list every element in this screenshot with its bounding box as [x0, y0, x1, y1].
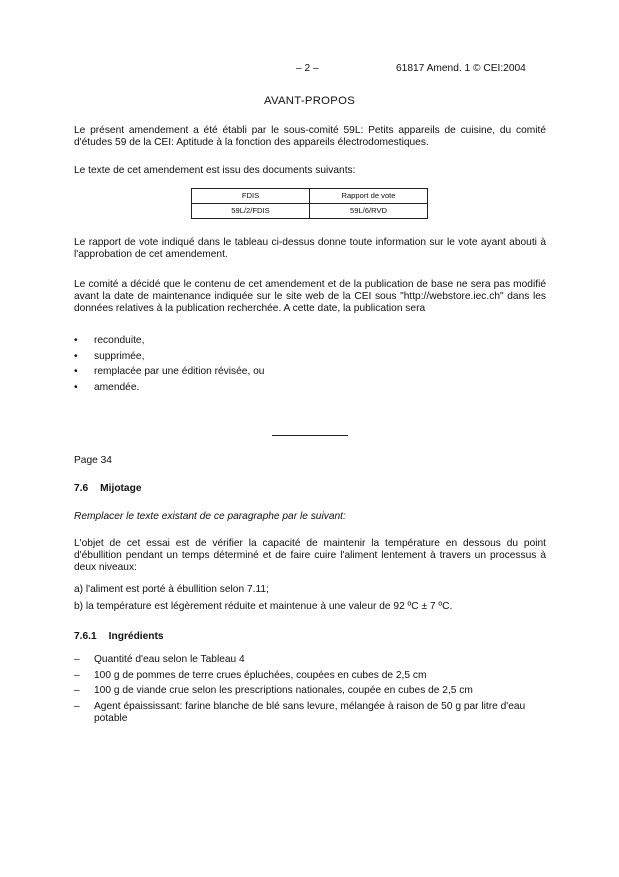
foreword-paragraph-3: Le rapport de vote indiqué dans le tableau ci-dessus donne toute information sur le vote ayant abouti à l'approbation de cet amendement. [74, 237, 546, 260]
list-item: – Agent épaississant: farine blanche de blé sans levure, mélangée à raison de 50 g par litre d'eau potable [74, 700, 526, 724]
bullet-mark: • [74, 366, 78, 377]
foreword-paragraph-4: Le comité a décidé que le contenu de cet amendement et de la publication de base ne sera pas modifié avant la date de maintenance indiquée sur le site web de la CEI sous "http://webstore.iec.ch" dans les données relatives à la publication recherchée. A cette date, la publication sera [74, 279, 546, 314]
foreword-paragraph-1: Le présent amendement a été établi par le sous-comité 59L: Petits appareils de cuisine, du comité d'études 59 de la CEI: Aptitude à la fonction des appareils électrodomestiques. [74, 125, 546, 148]
step-a: a) l'aliment est porté à ébullition selon 7.11; [74, 584, 269, 595]
table-header-cell: Rapport de vote [310, 189, 428, 204]
page-reference: Page 34 [74, 455, 112, 466]
document-reference: 61817 Amend. 1 © CEI:2004 [396, 63, 526, 74]
list-item: – 100 g de viande crue selon les prescriptions nationales, coupée en cubes de 2,5 cm [74, 685, 473, 696]
list-item: • reconduite, [74, 335, 145, 346]
section-heading [74, 483, 546, 495]
table-cell: 59L/6/RVD [310, 204, 428, 219]
dash-mark: – [74, 669, 80, 681]
foreword-paragraph-2: Le texte de cet amendement est issu des documents suivants: [74, 165, 356, 176]
page-number: – 2 – [296, 63, 319, 74]
dash-mark: – [74, 700, 80, 712]
list-item: – Quantité d'eau selon le Tableau 4 [74, 654, 245, 665]
list-item: • remplacée par une édition révisée, ou [74, 366, 265, 377]
bullet-mark: • [74, 350, 78, 362]
subsection-title: Ingrédients [108, 631, 164, 642]
dash-mark: – [74, 654, 80, 665]
list-item: • amendée. [74, 381, 140, 393]
amendment-instruction: Remplacer le texte existant de ce paragraphe par le suivant: [74, 511, 346, 522]
subsection-heading [74, 631, 546, 643]
list-item: • supprimée, [74, 350, 145, 362]
list-item: – 100 g de pommes de terre crues épluchées, coupées en cubes de 2,5 cm [74, 669, 427, 681]
table-header-row [192, 189, 428, 204]
bullet-mark: • [74, 335, 78, 346]
subsection-number: 7.6.1 [74, 631, 97, 642]
section-title: Mijotage [100, 483, 142, 494]
table-header-cell: FDIS [192, 189, 310, 204]
section-number: 7.6 [74, 483, 89, 494]
ingredients-list [74, 654, 546, 728]
voting-documents-table [191, 188, 428, 219]
dash-mark: – [74, 685, 80, 696]
foreword-title: AVANT-PROPOS [263, 95, 356, 107]
step-b: b) la température est légèrement réduite et maintenue à une valeur de 92 ºC ± 7 ºC. [74, 601, 453, 612]
publication-options-list [74, 335, 546, 397]
table-row [192, 204, 428, 219]
bullet-mark: • [74, 381, 78, 393]
section-divider [272, 435, 348, 436]
section-paragraph: L'objet de cet essai est de vérifier la capacité de maintenir la température en dessous du point d'ébullition pendant un temps déterminé et de faire cuire l'aliment lentement à travers un processus à deux niveaux: [74, 538, 546, 573]
table-cell: 59L/2/FDIS [192, 204, 310, 219]
